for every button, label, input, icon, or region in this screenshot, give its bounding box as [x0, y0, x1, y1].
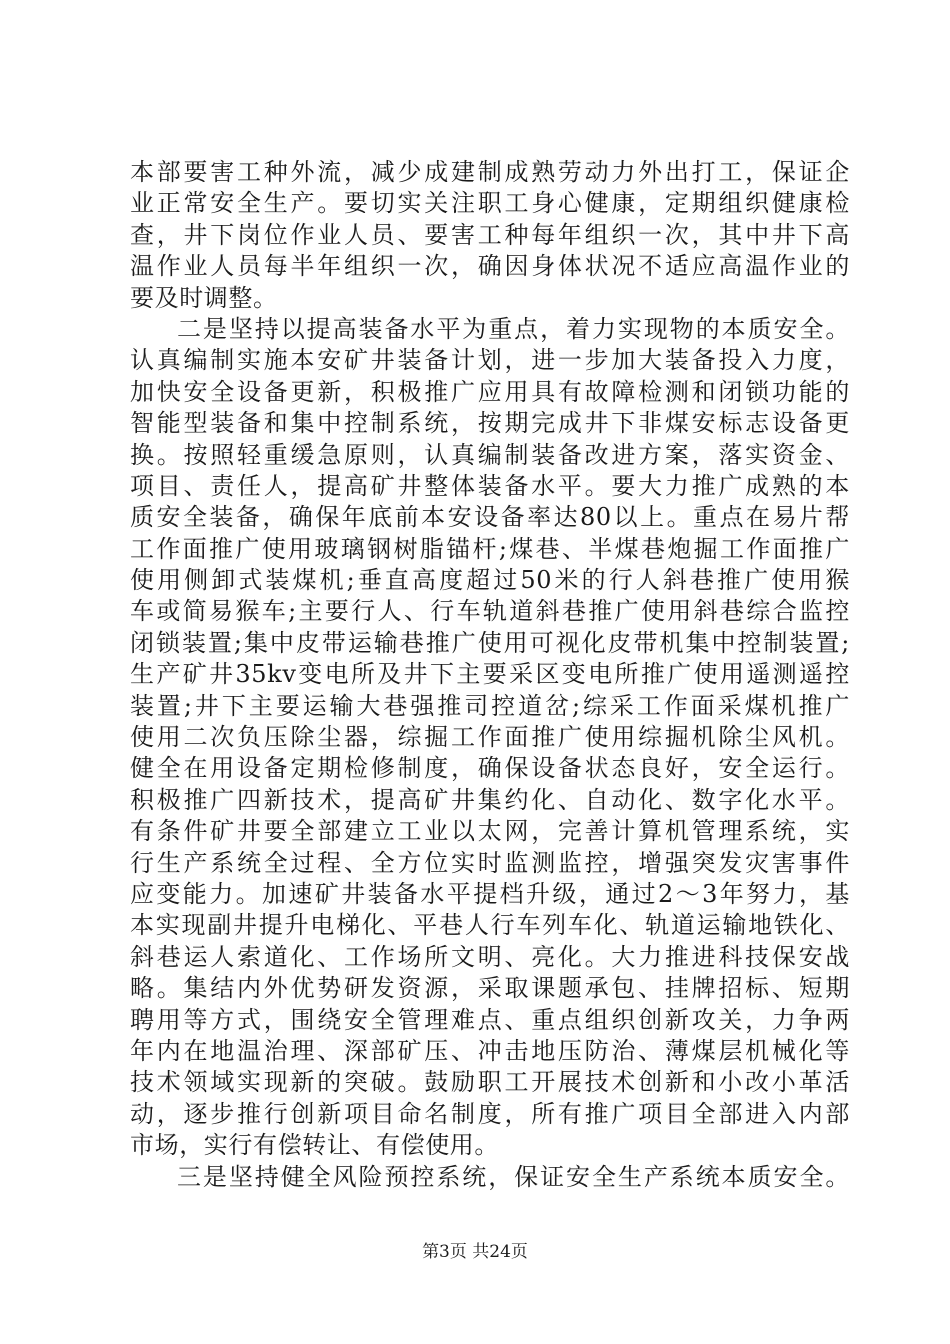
text-line: 行生产系统全过程、全方位实时监测监控，增强突发灾害事件 — [130, 848, 850, 877]
text-line: 二是坚持以提高装备水平为重点，着力实现物的本质安全。 — [177, 314, 850, 343]
body-text — [130, 157, 850, 1193]
text-line: 加快安全设备更新，积极推广应用具有故障检测和闭锁功能的 — [130, 377, 850, 406]
text-line: 年内在地温治理、深部矿压、冲击地压防治、薄煤层机械化等 — [130, 1036, 850, 1065]
text-line: 市场，实行有偿转让、有偿使用。 — [130, 1131, 499, 1160]
text-line: 装置;井下主要运输大巷强推司控道岔;综采工作面采煤机推广 — [130, 691, 850, 720]
text-line: 工作面推广使用玻璃钢树脂锚杆;煤巷、半煤巷炮掘工作面推广 — [130, 534, 850, 563]
text-line: 本部要害工种外流，减少成建制成熟劳动力外出打工，保证企 — [130, 158, 850, 186]
text-line: 三是坚持健全风险预控系统，保证安全生产系统本质安全。 — [177, 1162, 850, 1191]
text-line: 健全在用设备定期检修制度，确保设备状态良好，安全运行。 — [130, 754, 850, 783]
text-line: 闭锁装置;集中皮带运输巷推广使用可视化皮带机集中控制装置; — [130, 628, 850, 657]
text-line: 动，逐步推行创新项目命名制度，所有推广项目全部进入内部 — [130, 1099, 850, 1128]
text-line: 聘用等方式，围绕安全管理难点、重点组织创新攻关，力争两 — [130, 1005, 850, 1034]
text-line: 认真编制实施本安矿井装备计划，进一步加大装备投入力度， — [130, 346, 850, 375]
text-line: 本实现副井提升电梯化、平巷人行车列车化、轨道运输地铁化、 — [130, 911, 850, 940]
text-line: 积极推广四新技术，提高矿井集约化、自动化、数字化水平。 — [130, 785, 850, 814]
text-line: 车或简易猴车;主要行人、行车轨道斜巷推广使用斜巷综合监控 — [130, 597, 850, 626]
text-line: 换。按照轻重缓急原则，认真编制装备改进方案，落实资金、 — [130, 440, 850, 469]
text-line: 质安全装备，确保年底前本安设备率达80以上。重点在易片帮 — [130, 503, 850, 532]
text-line: 技术领域实现新的突破。鼓励职工开展技术创新和小改小革活 — [130, 1068, 850, 1097]
text-line: 使用二次负压除尘器，综掘工作面推广使用综掘机除尘风机。 — [130, 723, 850, 752]
text-line: 斜巷运人索道化、工作场所文明、亮化。大力推进科技保安战 — [130, 942, 850, 971]
page-footer: 第3页 共24页 — [422, 1242, 528, 1262]
text-line: 应变能力。加速矿井装备水平提档升级，通过2～3年努力，基 — [130, 879, 850, 908]
text-line: 使用侧卸式装煤机;垂直高度超过50米的行人斜巷推广使用猴 — [130, 566, 850, 595]
text-line: 温作业人员每半年组织一次，确因身体状况不适应高温作业的 — [130, 252, 850, 281]
text-line: 业正常安全生产。要切实关注职工身心健康，定期组织健康检 — [130, 189, 850, 218]
text-line: 智能型装备和集中控制系统，按期完成井下非煤安标志设备更 — [130, 409, 850, 438]
text-line: 项目、责任人，提高矿井整体装备水平。要大力推广成熟的本 — [130, 471, 850, 500]
text-line: 略。集结内外优势研发资源，采取课题承包、挂牌招标、短期 — [130, 974, 850, 1003]
text-line: 有条件矿井要全部建立工业以太网，完善计算机管理系统，实 — [130, 817, 850, 846]
text-line: 要及时调整。 — [130, 283, 278, 312]
text-line: 查，井下岗位作业人员、要害工种每年组织一次，其中井下高 — [130, 220, 850, 249]
text-line: 生产矿井35kv变电所及井下主要采区变电所推广使用遥测遥控 — [130, 660, 850, 689]
